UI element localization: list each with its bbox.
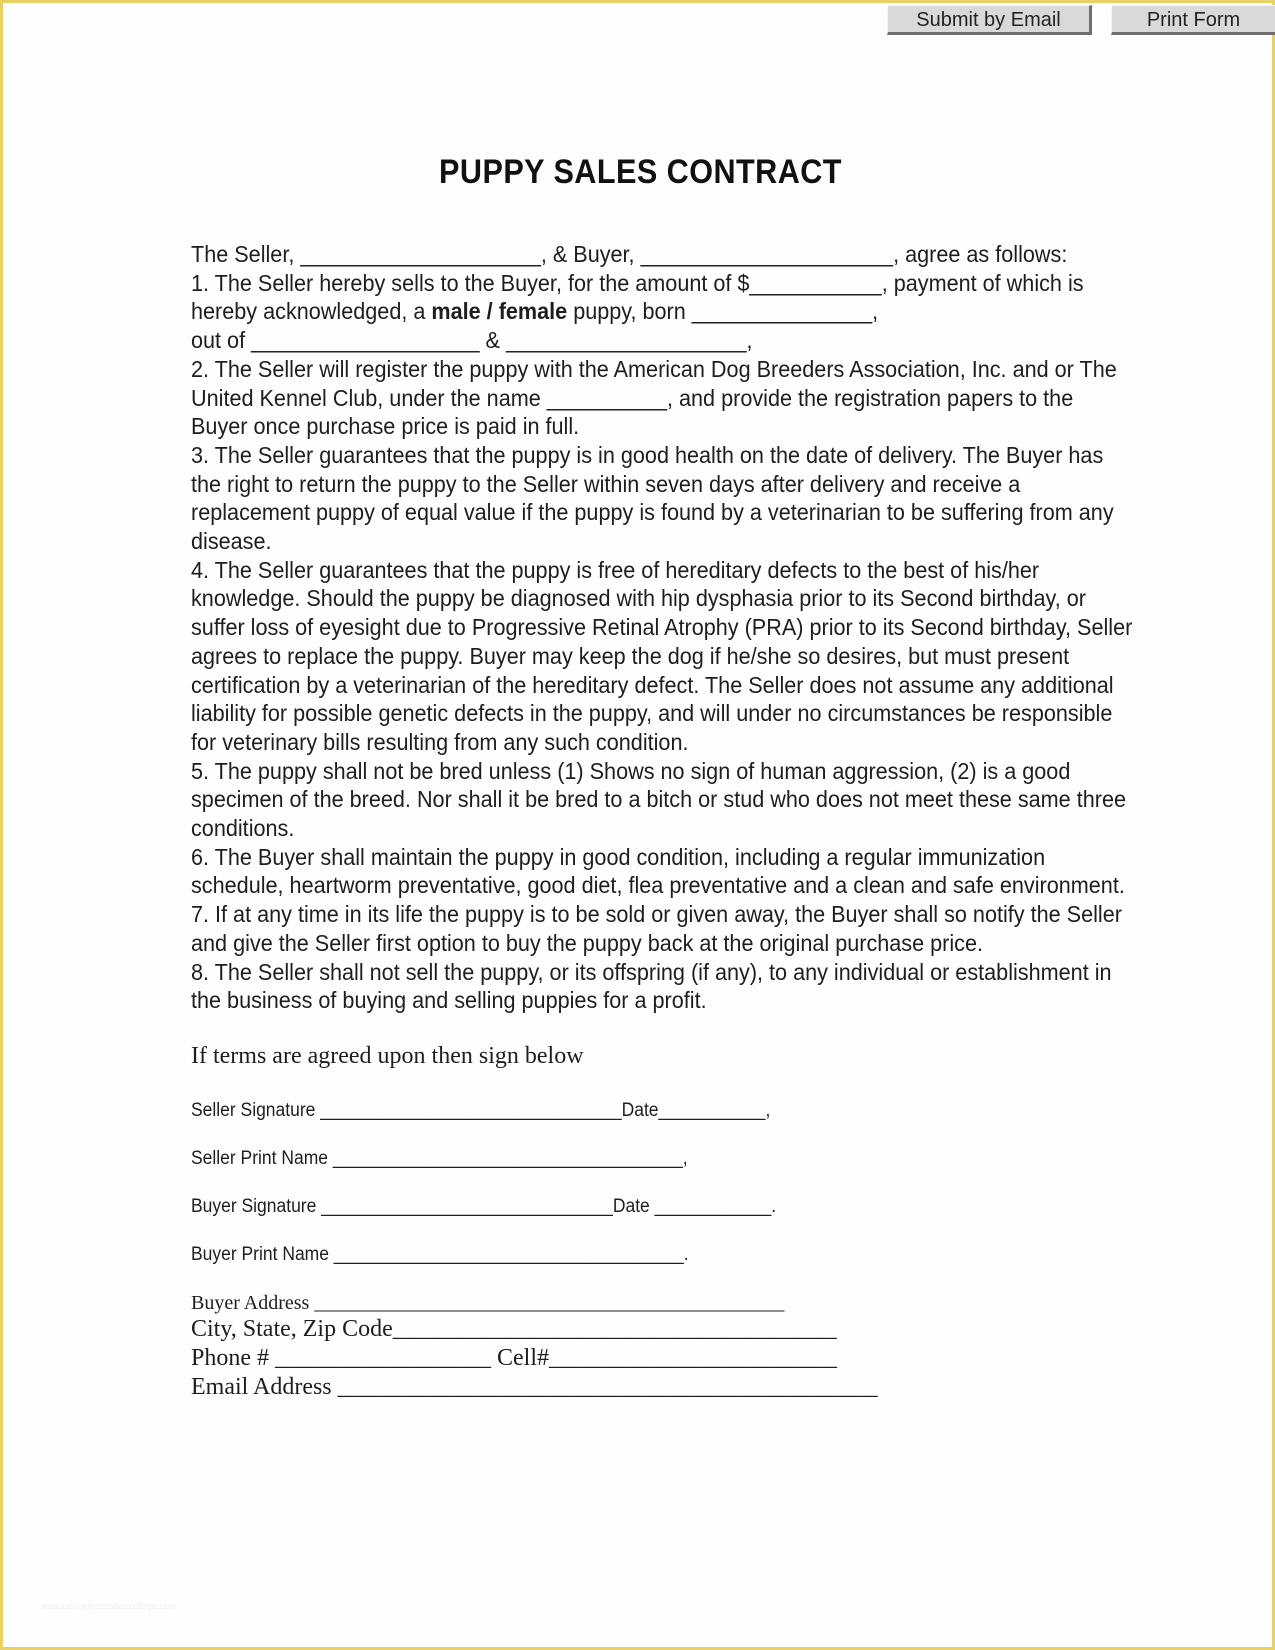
contract-line-sex [191,297,1056,326]
contract-line: 4. The Seller guarantees that the puppy is free of hereditary defects to the best of his/her [191,556,1040,583]
contract-line: specimen of the breed. Nor shall it be bred to a bitch or stud who does not meet these same three [191,786,1126,813]
contract-line: liability for possible genetic defects in the puppy, and will under no circumstances be responsible [191,700,1113,727]
seller-signature-field[interactable]: Seller Signature _______________________________Date___________, [191,1100,771,1121]
city-state-zip-field[interactable]: City, State, Zip Code_____________________________________ [191,1316,837,1342]
contract-line: schedule, heartworm preventative, good diet, flea preventative and a clean and safe environment. [191,872,1125,899]
contract-line: The Seller, ____________________, & Buyer, _____________________, agree as follows: [191,241,1068,267]
seller-print-name-field[interactable]: Seller Print Name ____________________________________, [191,1148,688,1169]
sign-heading: If terms are agreed upon then sign below [191,1043,584,1069]
contract-line: United Kennel Club, under the name __________, and provide the registration papers to the [191,384,1074,411]
contract-line: suffer loss of eyesight due to Progressive Retinal Atrophy (PRA) prior to its Second birthday, Seller [191,614,1133,641]
contract-line: Buyer once purchase price is paid in full. [191,413,580,440]
submit-by-email-button[interactable]: Submit by Email [887,5,1092,35]
buyer-print-name-field[interactable]: Buyer Print Name ____________________________________. [191,1244,689,1265]
contract-line: certification by a veterinarian of the hereditary defect. The Seller does not assume any additional [191,671,1114,698]
contract-line: for veterinary bills resulting from any such condition. [191,728,689,755]
buyer-signature-field[interactable]: Buyer Signature ______________________________Date ____________. [191,1196,777,1217]
contract-line: the business of buying and selling puppies for a profit. [191,987,707,1014]
contract-line: 2. The Seller will register the puppy with the American Dog Breeders Association, Inc. and or The [191,355,1117,382]
contract-text: puppy, born _______________, [567,298,879,325]
email-address-field[interactable]: Email Address _____________________________________________ [191,1374,878,1400]
phone-cell-field[interactable]: Phone # __________________ Cell#________________________ [191,1345,837,1371]
contract-line: 8. The Seller shall not sell the puppy, or its offspring (if any), to any individual or establishment in [191,958,1112,985]
contract-line: 1. The Seller hereby sells to the Buyer, for the amount of $___________, payment of which is [191,269,1084,296]
contract-line: the right to return the puppy to the Seller within seven days after delivery and receive a [191,470,1021,497]
contract-line: 5. The puppy shall not be bred unless (1) Shows no sign of human aggression, (2) is a good [191,757,1071,784]
contract-line: and give the Seller first option to buy the puppy back at the original purchase price. [191,929,984,956]
contract-line: conditions. [191,815,295,842]
contract-line: 7. If at any time in its life the puppy is to be sold or given away, the Buyer shall so notify the Seller [191,901,1122,928]
watermark: www.heritagechristiancollege.com [41,1601,177,1611]
contract-line: agrees to replace the puppy. Buyer may keep the dog if he/she so desires, but must present [191,642,1070,669]
contract-line: knowledge. Should the puppy be diagnosed with hip dysphasia prior to its Second birthday, or [191,585,1087,612]
contract-text: hereby acknowledged, a [191,298,432,325]
contract-line: replacement puppy of equal value if the puppy is found by a veterinarian to be suffering from any [191,499,1114,526]
contract-line: disease. [191,528,272,555]
buyer-address-field[interactable]: Buyer Address _______________________________________________ [191,1292,785,1314]
contract-body [191,240,1133,1015]
contract-line: 3. The Seller guarantees that the puppy is in good health on the date of delivery. The Buyer has [191,441,1104,468]
contract-line: out of ___________________ & ____________________, [191,327,753,354]
contract-line: 6. The Buyer shall maintain the puppy in good condition, including a regular immunization [191,843,1046,870]
sex-option: male / female [431,298,568,325]
print-form-button[interactable]: Print Form [1111,5,1275,35]
document-title: PUPPY SALES CONTRACT [439,153,842,191]
